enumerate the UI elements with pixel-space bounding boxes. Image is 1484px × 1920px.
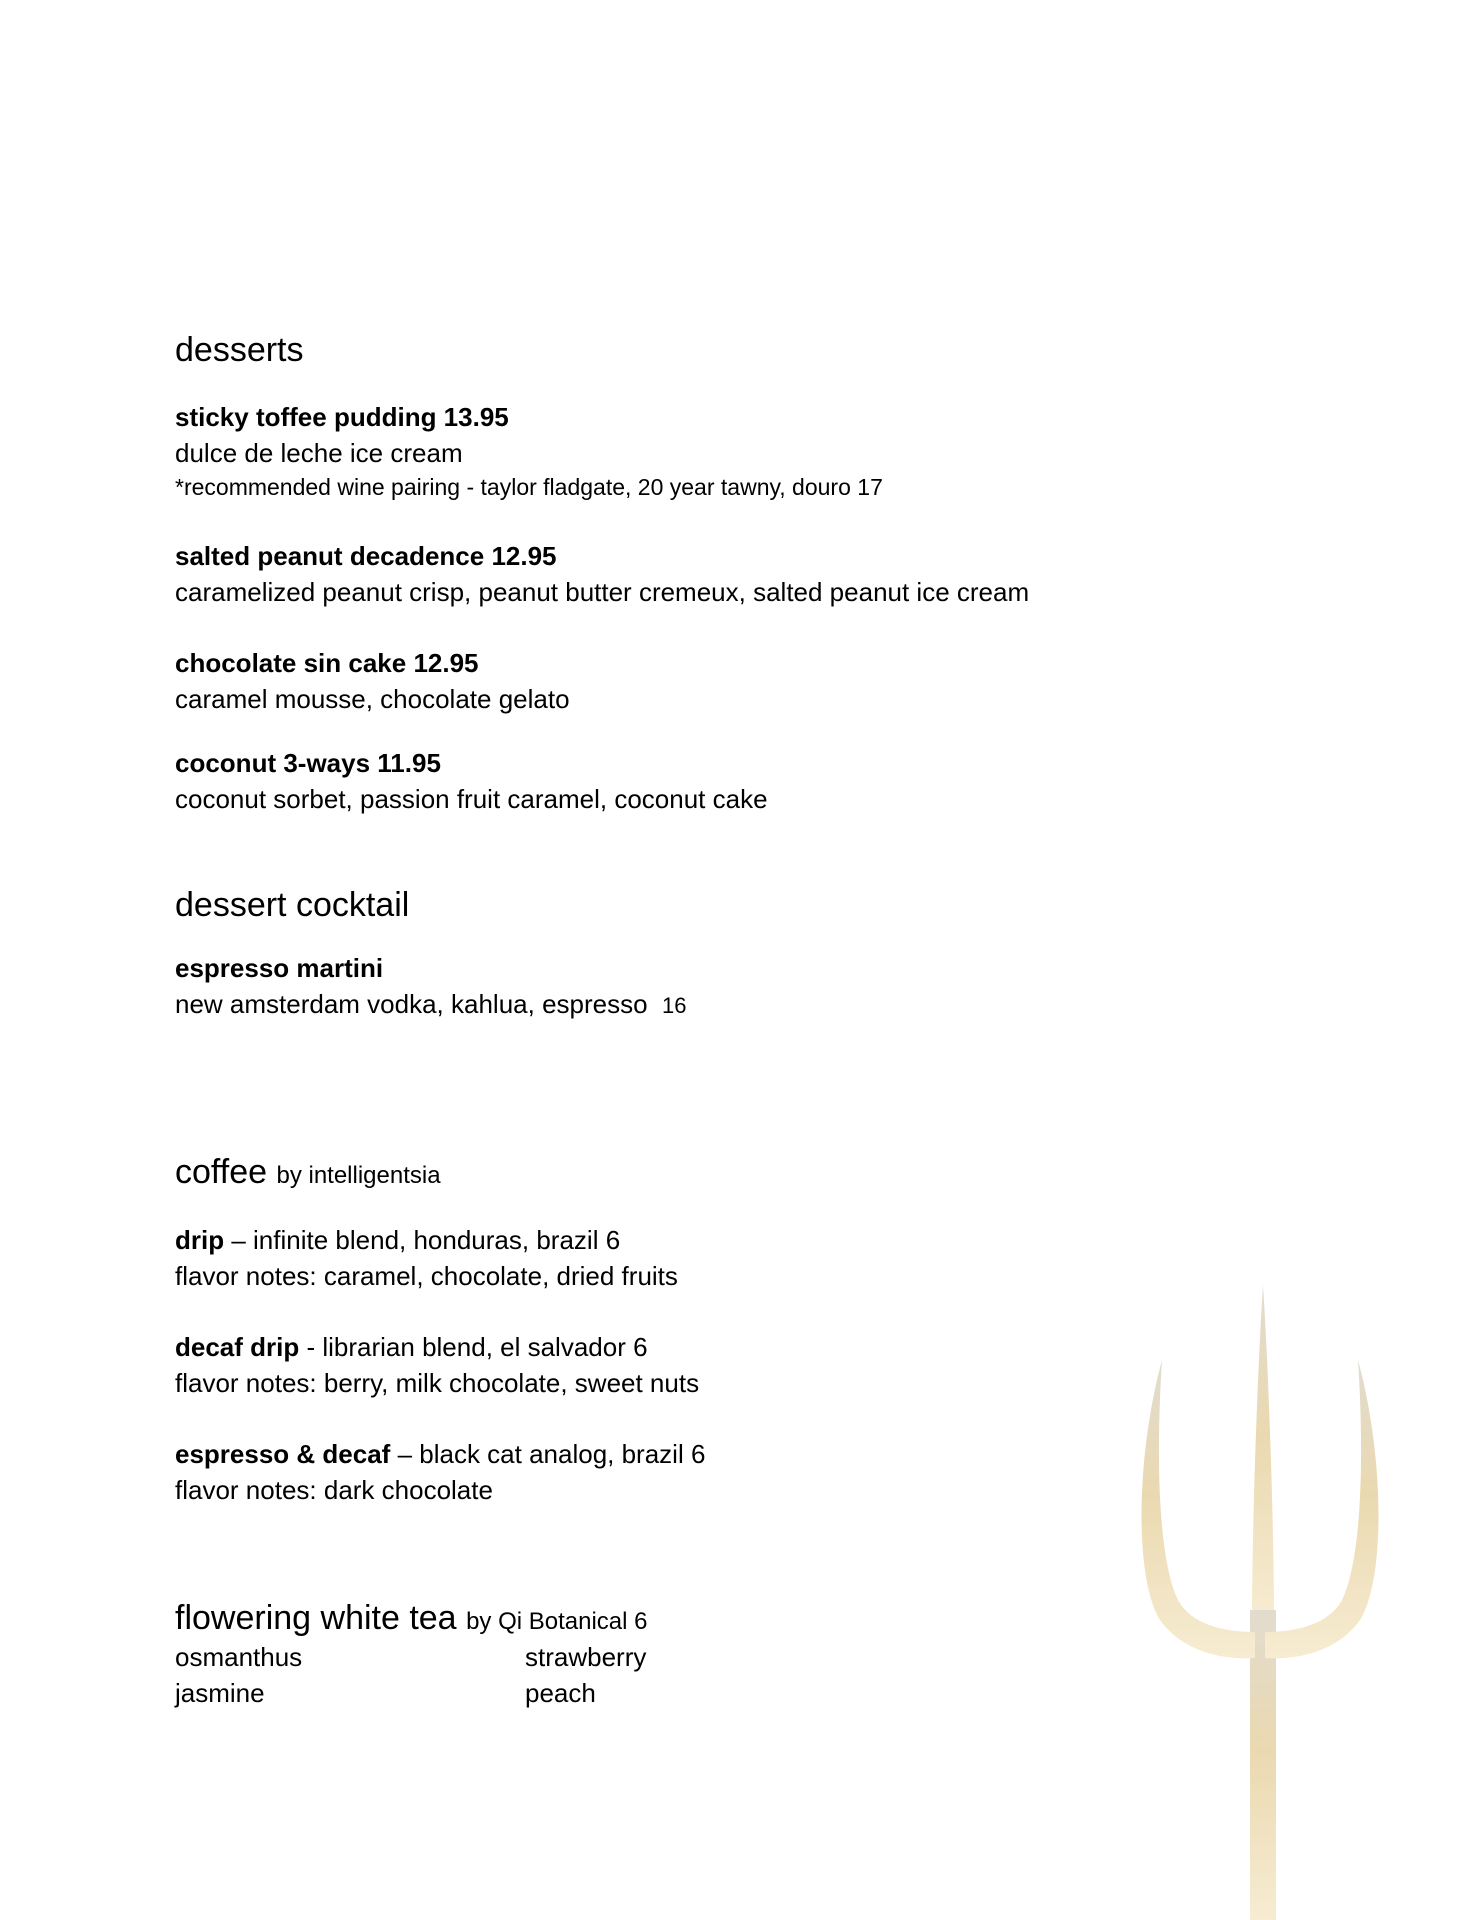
dessert-desc: dulce de leche ice cream [175,437,463,468]
tea-title-text: flowering white tea [175,1599,457,1638]
dessert-name: chocolate sin cake 12.95 [175,647,479,678]
cocktail-name: espresso martini [175,952,384,983]
coffee-subtitle: by intelligentsia [276,1161,441,1189]
flavor-notes: flavor notes: berry, milk chocolate, sweet nuts [175,1368,700,1399]
dessert-item-coconut [175,745,1175,817]
coffee-detail: – black cat analog, brazil 6 [397,1439,706,1470]
wine-pairing-note: *recommended wine pairing - taylor fladgate, 20 year tawny, douro 17 [175,473,883,500]
dessert-desc: caramel mousse, chocolate gelato [175,683,570,714]
coffee-item-espresso-decaf [175,1436,1175,1508]
cocktail-desc: new amsterdam vodka, kahlua, espresso [175,988,648,1019]
coffee-name: espresso & decaf [175,1439,391,1470]
coffee-title-text: coffee [175,1152,268,1191]
tea-flavor-list [175,1639,1175,1711]
tea-flavor: strawberry [525,1642,647,1673]
dessert-item-chocolate-sin [175,645,1175,717]
cocktail-title: dessert cocktail [175,885,410,924]
cocktail-price: 16 [662,992,687,1018]
trident-icon [1140,1280,1380,1920]
coffee-title [175,1152,1175,1193]
coffee-detail: - librarian blend, el salvador 6 [306,1332,648,1363]
desserts-title: desserts [175,331,304,369]
dessert-name: salted peanut decadence 12.95 [175,540,557,571]
tea-flavor: jasmine [175,1678,265,1709]
flavor-notes: flavor notes: caramel, chocolate, dried fruits [175,1261,678,1292]
menu-content [175,330,1175,1711]
tea-flavor: peach [525,1678,596,1709]
dessert-name: coconut 3-ways 11.95 [175,747,441,778]
flavor-notes: flavor notes: dark chocolate [175,1475,493,1506]
cocktail-item-espresso-martini [175,950,1175,1024]
dessert-item-sticky-toffee [175,399,1175,503]
dessert-item-salted-peanut [175,538,1175,610]
coffee-name: drip [175,1225,225,1256]
coffee-name: decaf drip [175,1332,300,1363]
tea-subtitle: by Qi Botanical 6 [466,1608,648,1636]
tea-flavor: osmanthus [175,1642,303,1673]
coffee-item-drip [175,1222,1175,1294]
dessert-desc: caramelized peanut crisp, peanut butter cremeux, salted peanut ice cream [175,576,1030,607]
dessert-name: sticky toffee pudding 13.95 [175,401,509,432]
coffee-detail: – infinite blend, honduras, brazil 6 [231,1225,621,1256]
coffee-item-decaf-drip [175,1329,1175,1401]
tea-title [175,1598,1175,1639]
dessert-desc: coconut sorbet, passion fruit caramel, coconut cake [175,783,768,814]
